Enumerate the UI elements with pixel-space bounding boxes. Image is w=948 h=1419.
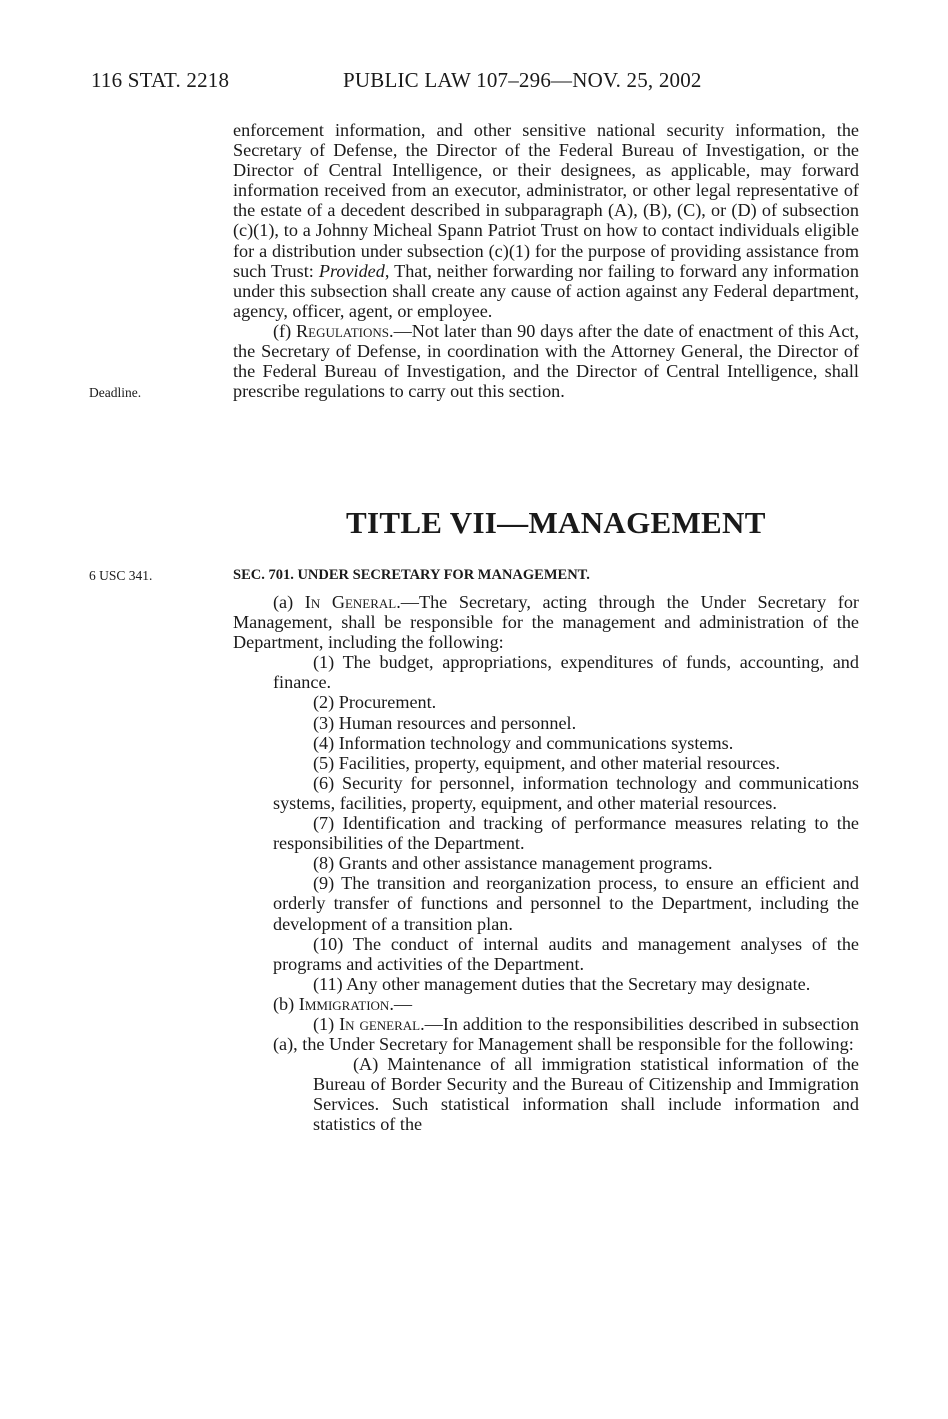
continuation-block bbox=[233, 120, 859, 401]
list-item: (2) Procurement. bbox=[313, 692, 437, 713]
list-item: (7) Identification and tracking of performance measures relating to the responsibilities of the Department. bbox=[273, 813, 859, 854]
list-item: (10) The conduct of internal audits and management analyses of the programs and activities of the Department. bbox=[273, 933, 859, 974]
section-body bbox=[233, 592, 859, 1135]
continuation-paragraph: enforcement information, and other sensitive national security information, the Secretary of Defense, the Director of the Federal Bureau of Investigation, or the Director of Central Intelligence, or their designees, as applicable, may forward information received from an executor, administrator, or other legal representative of the estate of a decedent described in subparagraph (A), (B), (C), or (D) of subsection (c)(1), to a Johnny Micheal Spann Patriot Trust on how to contact individuals eligible for a distribution under subsection (c)(1) for the purpose of providing assistance from such Trust: Provided, That, neither forwarding nor failing to forward any information under this subsection shall create any cause of action against any Federal department, agency, officer, agent, or employee. bbox=[233, 120, 859, 321]
section-heading: SEC. 701. UNDER SECRETARY FOR MANAGEMENT. bbox=[233, 567, 590, 583]
list-item: (8) Grants and other assistance management programs. bbox=[313, 853, 713, 874]
list-item: (3) Human resources and personnel. bbox=[313, 712, 577, 733]
page-citation: 116 STAT. 2218 bbox=[91, 68, 230, 92]
list-item: (1) The budget, appropriations, expenditures of funds, accounting, and finance. bbox=[273, 652, 859, 693]
title-heading-wrap bbox=[0, 505, 948, 541]
margin-note-usc: 6 USC 341. bbox=[89, 568, 153, 583]
list-item: (9) The transition and reorganization process, to ensure an efficient and orderly transfer of functions and personnel to the Department, including the development of a transition plan. bbox=[273, 873, 859, 934]
paragraph-b1: (1) In general.—In addition to the responsibilities described in subsection (a), the Under Secretary for Management shall be responsible for the following: bbox=[273, 1013, 859, 1055]
paragraph-bA: (A) Maintenance of all immigration statistical information of the Bureau of Border Security and the Bureau of Citizenship and Immigration Services. Such statistical information shall include information and statistics of the bbox=[313, 1054, 859, 1135]
provided-word: Provided bbox=[318, 260, 385, 281]
title-heading: TITLE VII—MANAGEMENT bbox=[346, 505, 766, 540]
regulations-heading: Regulations bbox=[296, 320, 390, 341]
subsection-a: (a) In General.—The Secretary, acting through the Under Secretary for Management, shall be responsible for the management and administration of the Department, including the following: bbox=[233, 592, 859, 653]
list-item: (6) Security for personnel, information technology and communications systems, facilities, property, equipment, and other material resources. bbox=[273, 772, 859, 813]
subsection-b: (b) Immigration.— bbox=[273, 993, 413, 1014]
subsection-b-heading: Immigration bbox=[298, 993, 390, 1014]
running-header: PUBLIC LAW 107–296—NOV. 25, 2002 bbox=[343, 68, 702, 92]
list-item: (11) Any other management duties that the Secretary may designate. bbox=[313, 973, 811, 994]
regulations-paragraph: (f) Regulations.—Not later than 90 days after the date of enactment of this Act, the Secretary of Defense, in coordination with the Attorney General, the Director of the Federal Bureau of Investigation, and the Director of Central Intelligence, shall prescribe regulations to carry out this section. bbox=[233, 320, 859, 402]
subsection-a-heading: In General bbox=[304, 592, 397, 612]
list-item: (4) Information technology and communications systems. bbox=[313, 732, 734, 753]
paragraph-b1-heading: In general bbox=[339, 1013, 421, 1034]
list-item: (5) Facilities, property, equipment, and other material resources. bbox=[313, 752, 780, 773]
margin-note-deadline: Deadline. bbox=[89, 385, 142, 400]
